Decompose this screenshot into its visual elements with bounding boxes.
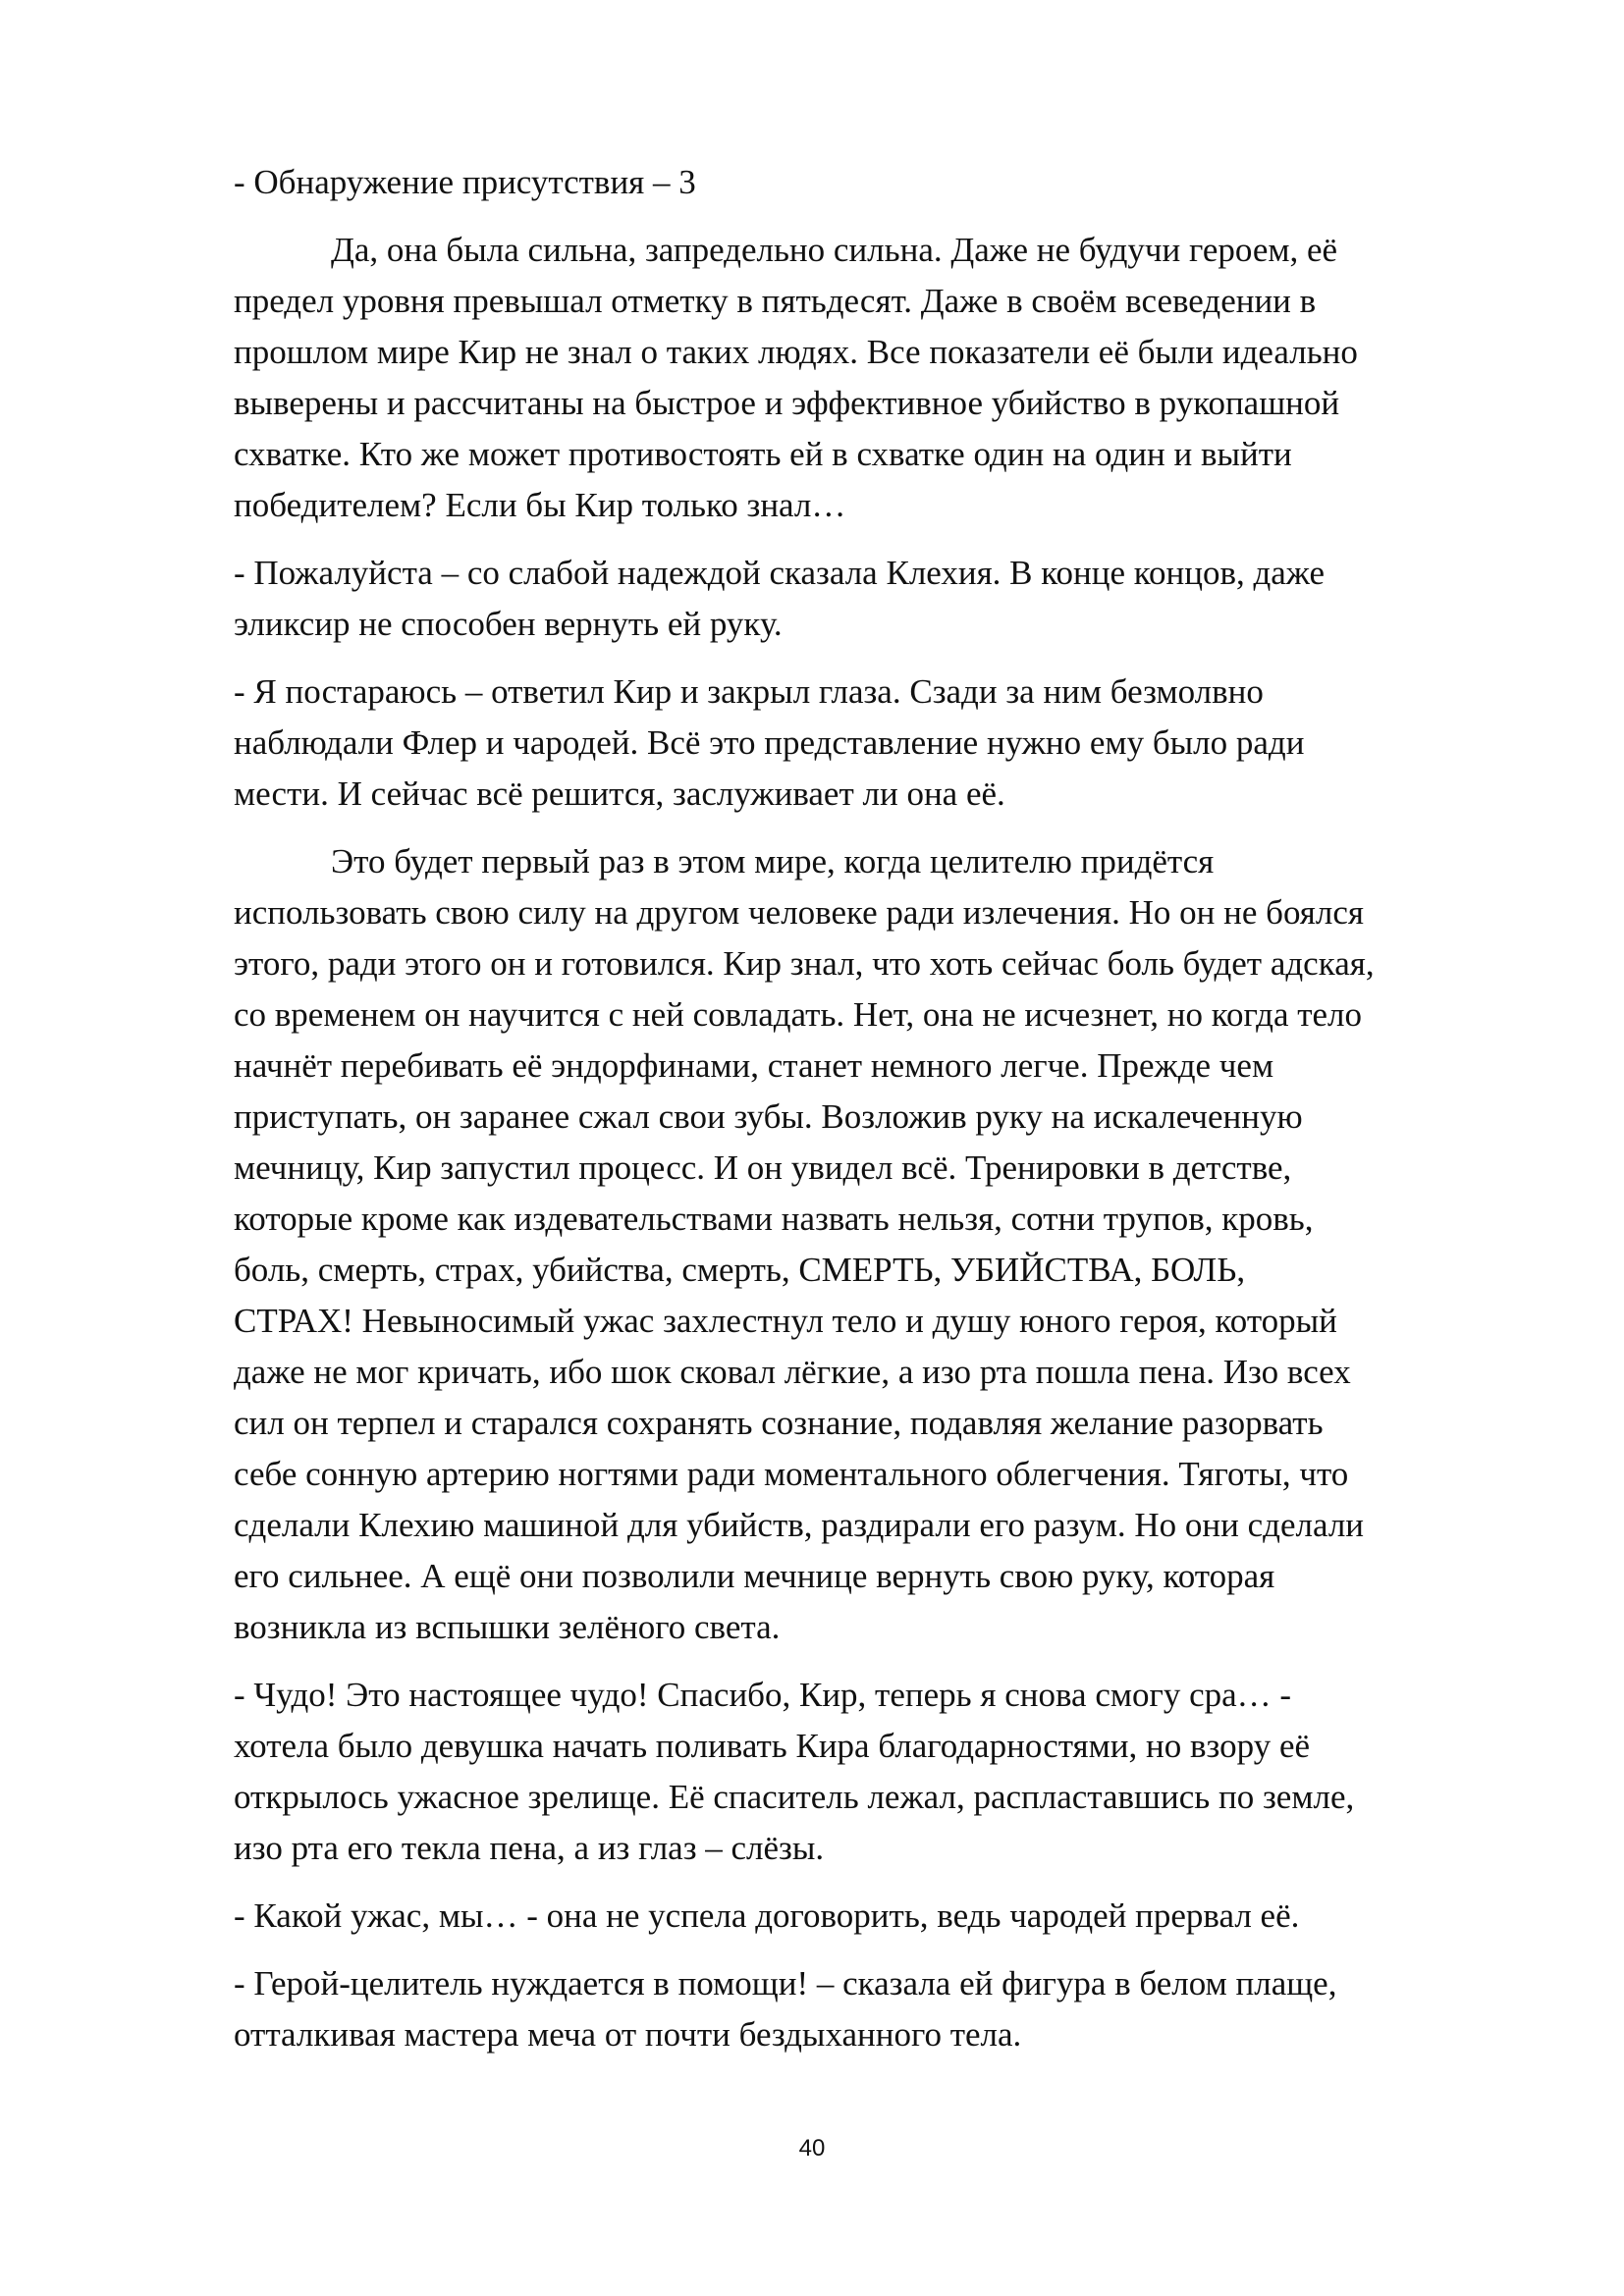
text-line: его сильнее. А ещё они позволили мечнице вернуть свою руку, которая (234, 1557, 1275, 1595)
text-line: выверены и рассчитаны на быстрое и эффективное убийство в рукопашной (234, 384, 1340, 422)
paragraph-dialogue-hero-healer (234, 1958, 1549, 2060)
text-line: - Пожалуйста – со слабой надеждой сказала Клехия. В конце концов, даже (234, 554, 1326, 592)
text-line: СТРАХ! Невыносимый ужас захлестнул тело и душу юного героя, который (234, 1302, 1337, 1340)
text-line: отталкивая мастера меча от почти бездыханного тела. (234, 2015, 1022, 2054)
text-line: победителем? Если бы Кир только знал… (234, 486, 846, 524)
text-line: сделали Клехию машиной для убийств, раздирали его разум. Но они сделали (234, 1506, 1365, 1544)
text-line: себе сонную артерию ногтями ради моментального облегчения. Тяготы, что (234, 1455, 1349, 1493)
text-line: мечницу, Кир запустил процесс. И он увидел всё. Тренировки в детстве, (234, 1148, 1292, 1187)
paragraph-dialogue-horror (234, 1891, 1549, 1942)
paragraph-healing (234, 836, 1549, 1653)
paragraph-gap (234, 1874, 1549, 1891)
page-number: 40 (798, 2135, 826, 2162)
text-line: - Чудо! Это настоящее чудо! Спасибо, Кир, теперь я снова смогу сра… - (234, 1676, 1292, 1714)
text-line: схватке. Кто же может противостоять ей в схватке один на один и выйти (234, 435, 1292, 473)
text-line: даже не мог кричать, ибо шок сковал лёгкие, а изо рта пошла пена. Изо всех (234, 1353, 1351, 1391)
page-body (234, 157, 1549, 2060)
text-line: этого, ради этого он и готовился. Кир знал, что хоть сейчас боль будет адская, (234, 944, 1375, 983)
text-line: - Какой ужас, мы… - она не успела договорить, ведь чародей прервал её. (234, 1896, 1300, 1935)
text-line: Это будет первый раз в этом мире, когда целителю придётся (331, 842, 1215, 881)
text-line: со временем он научится с ней совладать. Нет, она не исчезнет, но когда тело (234, 995, 1363, 1034)
text-line: прошлом мире Кир не знал о таких людях. Все показатели её были идеально (234, 333, 1358, 371)
text-line: начнёт перебивать её эндорфинами, станет немного легче. Прежде чем (234, 1046, 1274, 1085)
paragraph-dialogue-try (234, 667, 1549, 820)
text-line: боль, смерть, страх, убийства, смерть, СМЕРТЬ, УБИЙСТВА, БОЛЬ, (234, 1251, 1246, 1289)
text-line: наблюдали Флер и чародей. Всё это представление нужно ему было ради (234, 723, 1305, 762)
text-line: мести. И сейчас всё решится, заслуживает ли она её. (234, 774, 1005, 813)
text-line: открылось ужасное зрелище. Её спаситель лежал, распластавшись по земле, (234, 1778, 1355, 1816)
text-line: сил он терпел и старался сохранять сознание, подавляя желание разорвать (234, 1404, 1324, 1442)
text-line: - Герой-целитель нуждается в помощи! – сказала ей фигура в белом плаще, (234, 1964, 1337, 2002)
text-line: которые кроме как издевательствами назвать нельзя, сотни трупов, кровь, (234, 1200, 1314, 1238)
text-line: хотела было девушка начать поливать Кира благодарностями, но взору её (234, 1727, 1311, 1765)
paragraph-gap (234, 650, 1549, 667)
text-line: возникла из вспышки зелёного света. (234, 1608, 781, 1646)
paragraph-gap (234, 820, 1549, 836)
text-line: - Я постараюсь – ответил Кир и закрыл глаза. Сзади за ним безмолвно (234, 672, 1264, 711)
paragraph-gap (234, 531, 1549, 548)
text-line: эликсир не способен вернуть ей руку. (234, 605, 783, 643)
text-line: Да, она была сильна, запредельно сильна. Даже не будучи героем, её (331, 231, 1338, 269)
text-line: приступать, он заранее сжал свои зубы. Возложив руку на искалеченную (234, 1097, 1303, 1136)
paragraph-gap (234, 1942, 1549, 1958)
text-line: изо рта его текла пена, а из глаз – слёзы. (234, 1829, 825, 1867)
text-line: - Обнаружение присутствия – 3 (234, 163, 696, 201)
paragraph-skill-line (234, 157, 1549, 208)
text-line: предел уровня превышал отметку в пятьдесят. Даже в своём всеведении в (234, 282, 1317, 320)
paragraph-dialogue-please (234, 548, 1549, 650)
text-line: использовать свою силу на другом человеке ради излечения. Но он не боялся (234, 893, 1365, 932)
paragraph-gap (234, 208, 1549, 225)
paragraph-her-strength (234, 225, 1549, 531)
paragraph-dialogue-miracle (234, 1670, 1549, 1874)
paragraph-gap (234, 1653, 1549, 1670)
